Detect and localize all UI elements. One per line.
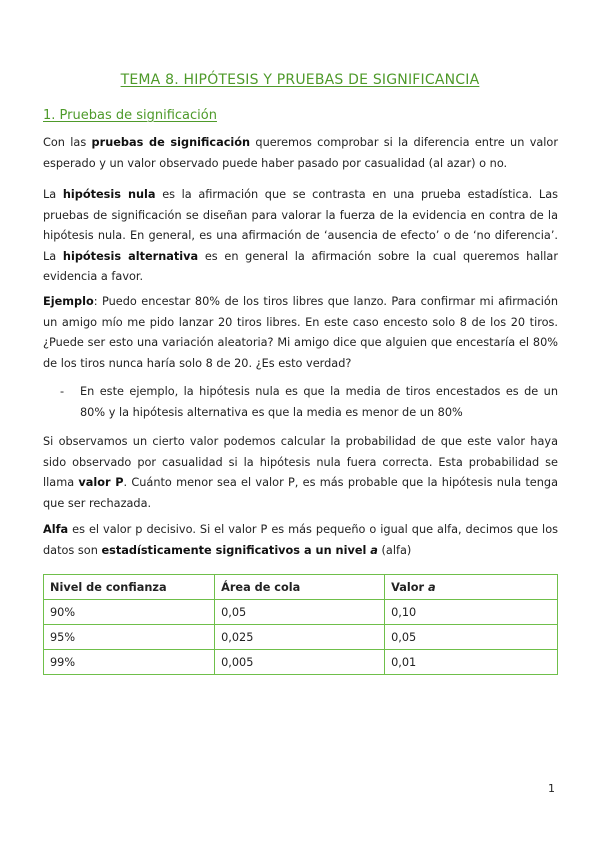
alpha-symbol: a: [427, 580, 436, 594]
table-cell: 0,10: [385, 600, 558, 625]
column-header: Área de cola: [215, 575, 385, 600]
bold-term: hipótesis nula: [62, 188, 156, 201]
text: Si observamos un cierto valor podemos calcular la probabilidad de que este valor haya sido observado por casualidad si la hipótesis nula fuera correcta. Esta probabilidad se llama: [43, 435, 558, 490]
bold-term: Alfa: [43, 523, 69, 536]
text: Con las: [43, 136, 92, 149]
bold-term: estadísticamente significativos a un nivel: [101, 543, 371, 557]
column-header: Valor a: [385, 575, 558, 600]
table-row: [44, 600, 558, 625]
text: es en general la afirmación sobre la cual queremos hallar evidencia a favor.: [43, 249, 558, 284]
paragraph-significance-tests: [43, 133, 558, 174]
table-cell: 0,025: [215, 625, 385, 650]
table-cell: 0,01: [385, 650, 558, 675]
bold-term: pruebas de significación: [91, 136, 251, 149]
table-header-row: [44, 575, 558, 600]
paragraph-null-hypothesis: [43, 185, 558, 288]
table-cell: 99%: [44, 650, 215, 675]
text: queremos comprobar si la diferencia entre un valor esperado y un valor observado puede haber pasado por casualidad (al azar) o no.: [43, 136, 558, 170]
alpha-symbol: a: [370, 543, 378, 557]
table-row: [44, 650, 558, 675]
bullet-dash: -: [60, 385, 65, 398]
text: . Cuánto menor sea el valor P, es más probable que la hipótesis nula tenga que ser rechazada.: [43, 476, 559, 510]
paragraph-p-value: [43, 432, 558, 514]
bold-term: valor P: [78, 476, 124, 490]
bold-term: hipótesis alternativa: [62, 249, 199, 263]
table-cell: 0,05: [215, 600, 385, 625]
paragraph-alpha: [43, 520, 558, 561]
text: La: [43, 188, 63, 201]
table-row: [44, 625, 558, 650]
text: es el valor p decisivo. Si el valor P es más pequeño o igual que alfa, decimos que los datos son: [43, 523, 558, 557]
table-cell: 90%: [44, 600, 215, 625]
page-title: TEMA 8. HIPÓTESIS Y PRUEBAS DE SIGNIFICANCIA: [120, 72, 480, 88]
table-cell: 95%: [44, 625, 215, 650]
bold-term: Ejemplo: [43, 295, 94, 308]
table-cell: 0,005: [215, 650, 385, 675]
column-header: Nivel de confianza: [44, 575, 215, 600]
text: es la afirmación que se contrasta en una prueba estadística. Las pruebas de significación se diseñan para valorar la fuerza de la evidencia en contra de la hipótesis nula. En general, es una afirmación de ‘ausencia de efecto’ o de ‘no diferencia’. La: [43, 188, 558, 263]
section-heading: 1. Pruebas de significación: [43, 108, 217, 123]
bullet-item: [60, 382, 558, 423]
table-cell: 0,05: [385, 625, 558, 650]
bullet-text: En este ejemplo, la hipótesis nula es que la media de tiros encestados es de un 80% y la hipótesis alternativa es que la media es menor de un 80%: [80, 385, 558, 419]
paragraph-example: [43, 292, 558, 374]
page-number: 1: [548, 782, 555, 795]
text: : Puedo encestar 80% de los tiros libres que lanzo. Para confirmar mi afirmación un amigo mío me pido lanzar 20 tiros libres. En este caso encesto solo 8 de los 20 tiros. ¿Puede ser esto una variación aleatoria? Mi amigo dice que alguien que encestaría el 80% de los tiros nunca haría solo 8 de 20. ¿Es esto verdad?: [43, 295, 558, 370]
confidence-table: [43, 574, 558, 675]
text: (alfa): [377, 543, 412, 557]
